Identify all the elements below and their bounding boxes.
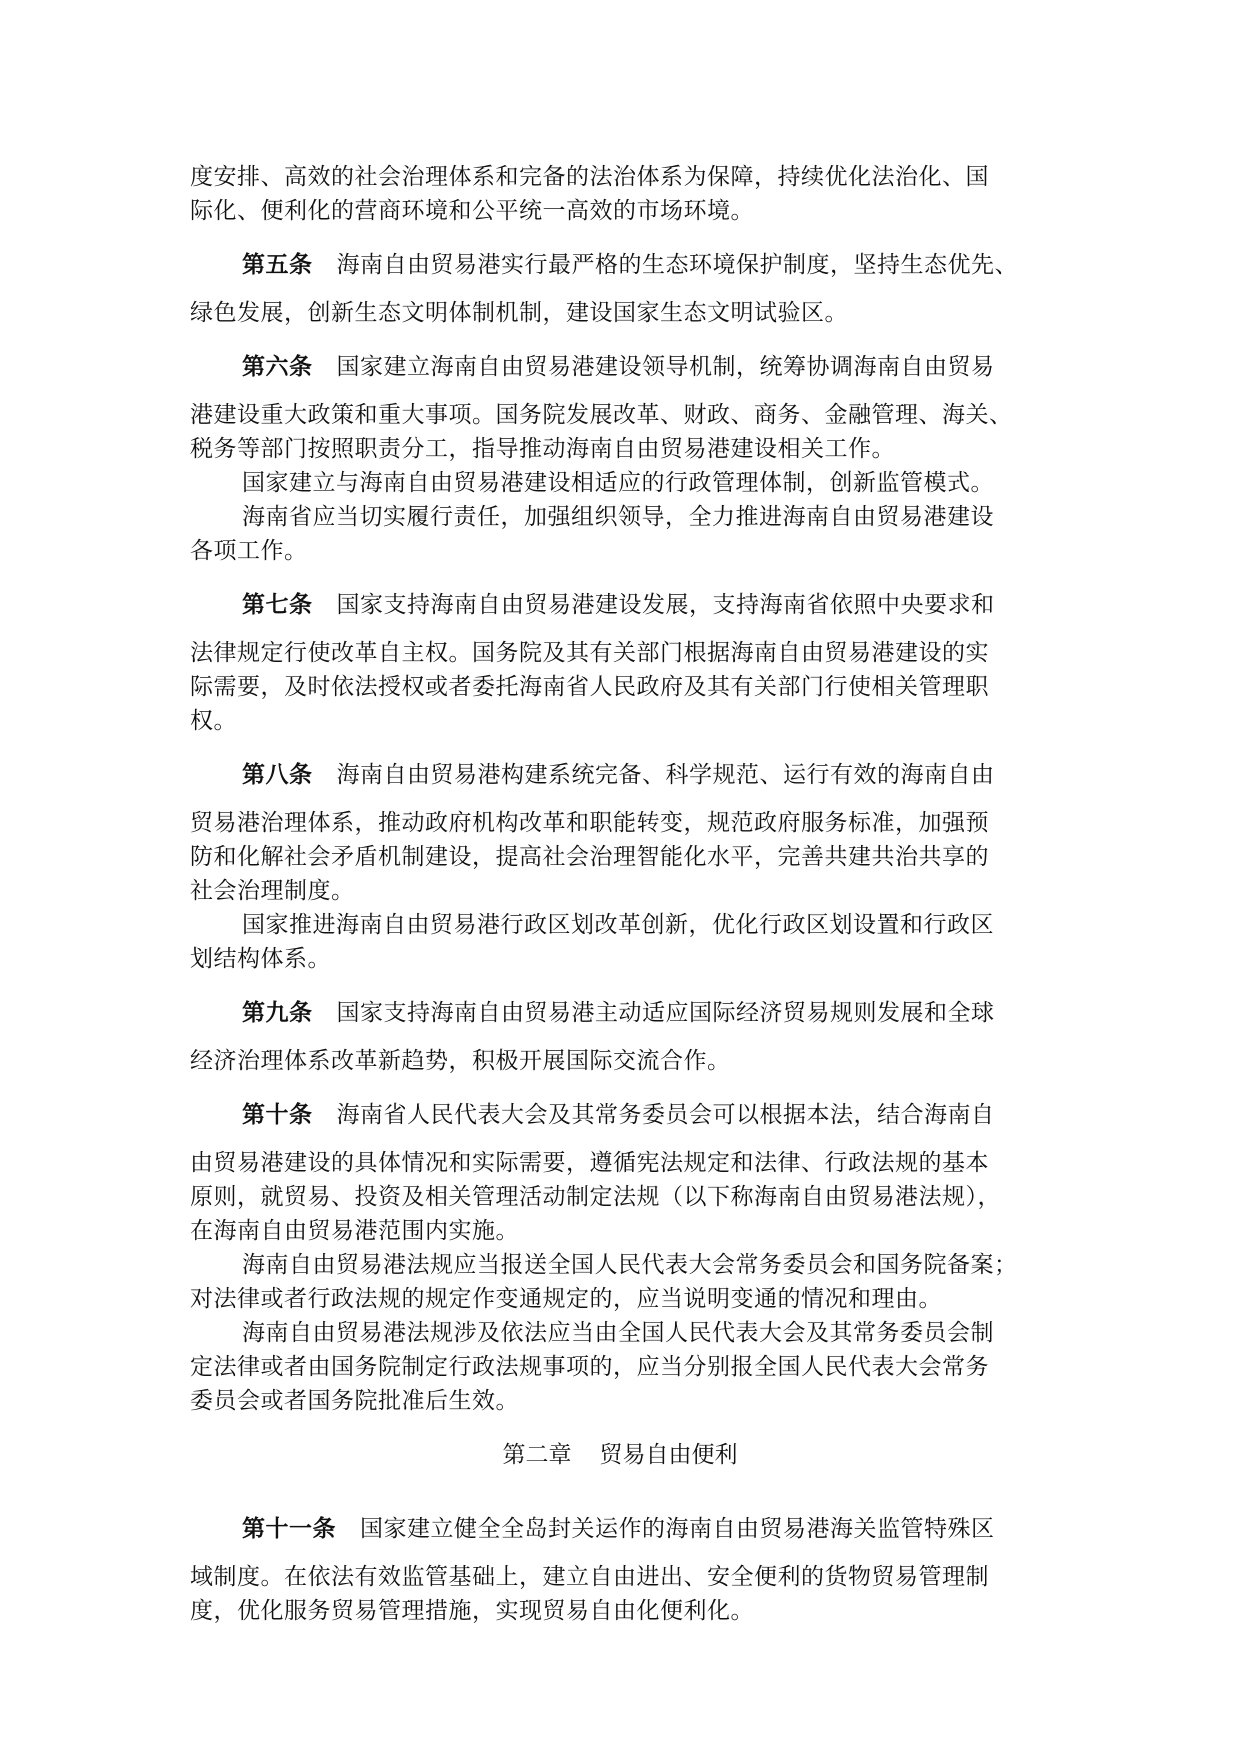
line-text: 度安排、高效的社会治理体系和完备的法治体系为保障，持续优化法治化、国 bbox=[190, 164, 989, 190]
article-paragraph bbox=[190, 350, 1050, 466]
text-line bbox=[190, 1214, 1050, 1248]
line-text: 海南自由贸易港法规应当报送全国人民代表大会常务委员会和国务院备案； bbox=[242, 1252, 1018, 1278]
line-text: 绿色发展，创新生态文明体制机制，建设国家生态文明试验区。 bbox=[190, 300, 848, 326]
line-text: 经济治理体系改革新趋势，积极开展国际交流合作。 bbox=[190, 1048, 731, 1074]
line-text: 海南省人民代表大会及其常务委员会可以根据本法，结合海南自 bbox=[336, 1102, 995, 1128]
line-text: 际化、便利化的营商环境和公平统一高效的市场环境。 bbox=[190, 198, 754, 224]
chapter-title: 贸易自由便利 bbox=[599, 1442, 738, 1468]
text-paragraph bbox=[190, 1316, 1050, 1418]
text-line bbox=[190, 636, 1050, 670]
article-paragraph bbox=[190, 758, 1050, 908]
text-line bbox=[190, 1594, 1050, 1628]
chapter-heading bbox=[190, 1438, 1050, 1472]
text-line bbox=[190, 398, 1050, 432]
text-paragraph bbox=[190, 466, 1050, 500]
article-paragraph bbox=[190, 248, 1050, 330]
line-text: 域制度。在依法有效监管基础上，建立自由进出、安全便利的货物贸易管理制 bbox=[190, 1564, 989, 1590]
text-line bbox=[190, 1316, 1050, 1350]
line-text: 社会治理制度。 bbox=[190, 878, 355, 904]
article-paragraph bbox=[190, 996, 1050, 1078]
line-text: 度，优化服务贸易管理措施，实现贸易自由化便利化。 bbox=[190, 1598, 754, 1624]
article-paragraph bbox=[190, 1512, 1050, 1628]
document-page bbox=[190, 160, 1050, 1628]
line-text: 由贸易港建设的具体情况和实际需要，遵循宪法规定和法律、行政法规的基本 bbox=[190, 1150, 989, 1176]
text-line bbox=[190, 704, 1050, 738]
article-number: 第八条 bbox=[242, 762, 313, 788]
text-line bbox=[190, 160, 1050, 194]
article-number: 第九条 bbox=[242, 1000, 313, 1026]
text-line bbox=[190, 840, 1050, 874]
line-text: 权。 bbox=[190, 708, 237, 734]
text-line bbox=[190, 1560, 1050, 1594]
article-paragraph bbox=[190, 1098, 1050, 1248]
line-text: 各项工作。 bbox=[190, 538, 308, 564]
text-line bbox=[190, 942, 1050, 976]
text-paragraph bbox=[190, 500, 1050, 568]
line-text: 委员会或者国务院批准后生效。 bbox=[190, 1388, 519, 1414]
text-line bbox=[190, 908, 1050, 942]
line-text: 贸易港治理体系，推动政府机构改革和职能转变，规范政府服务标准，加强预 bbox=[190, 810, 989, 836]
line-text: 海南自由贸易港实行最严格的生态环境保护制度，坚持生态优先、 bbox=[336, 252, 1018, 278]
line-text: 对法律或者行政法规的规定作变通规定的，应当说明变通的情况和理由。 bbox=[190, 1286, 942, 1312]
line-text: 原则，就贸易、投资及相关管理活动制定法规（以下称海南自由贸易港法规）， bbox=[190, 1184, 1001, 1210]
text-line bbox=[190, 1180, 1050, 1214]
line-text: 在海南自由贸易港范围内实施。 bbox=[190, 1218, 519, 1244]
text-line bbox=[190, 500, 1050, 534]
line-text: 际需要，及时依法授权或者委托海南省人民政府及其有关部门行使相关管理职 bbox=[190, 674, 989, 700]
line-text: 海南自由贸易港构建系统完备、科学规范、运行有效的海南自由 bbox=[336, 762, 995, 788]
text-line bbox=[190, 1350, 1050, 1384]
text-line bbox=[190, 194, 1050, 228]
text-line bbox=[190, 1384, 1050, 1418]
article-number: 第六条 bbox=[242, 354, 313, 380]
line-text: 国家建立海南自由贸易港建设领导机制，统筹协调海南自由贸易 bbox=[336, 354, 995, 380]
text-line bbox=[190, 1248, 1050, 1282]
text-line bbox=[190, 350, 1050, 384]
text-line bbox=[190, 874, 1050, 908]
line-text: 国家支持海南自由贸易港主动适应国际经济贸易规则发展和全球 bbox=[336, 1000, 995, 1026]
text-line bbox=[190, 588, 1050, 622]
line-text: 法律规定行使改革自主权。国务院及其有关部门根据海南自由贸易港建设的实 bbox=[190, 640, 989, 666]
text-line bbox=[190, 534, 1050, 568]
text-paragraph bbox=[190, 1248, 1050, 1316]
article-paragraph bbox=[190, 588, 1050, 738]
text-line bbox=[190, 1512, 1050, 1546]
text-line bbox=[190, 1146, 1050, 1180]
article-number: 第五条 bbox=[242, 252, 313, 278]
text-line bbox=[190, 758, 1050, 792]
text-line bbox=[190, 432, 1050, 466]
line-text: 海南省应当切实履行责任，加强组织领导，全力推进海南自由贸易港建设 bbox=[242, 504, 994, 530]
text-paragraph bbox=[190, 908, 1050, 976]
line-text: 海南自由贸易港法规涉及依法应当由全国人民代表大会及其常务委员会制 bbox=[242, 1320, 994, 1346]
text-line bbox=[190, 1282, 1050, 1316]
line-text: 国家建立健全全岛封关运作的海南自由贸易港海关监管特殊区 bbox=[360, 1516, 995, 1542]
text-line bbox=[190, 806, 1050, 840]
chapter-number: 第二章 bbox=[502, 1442, 572, 1468]
article-number: 第十条 bbox=[242, 1102, 313, 1128]
line-text: 防和化解社会矛盾机制建设，提高社会治理智能化水平，完善共建共治共享的 bbox=[190, 844, 989, 870]
line-text: 定法律或者由国务院制定行政法规事项的，应当分别报全国人民代表大会常务 bbox=[190, 1354, 989, 1380]
text-line bbox=[190, 296, 1050, 330]
text-line bbox=[190, 670, 1050, 704]
text-paragraph bbox=[190, 160, 1050, 228]
line-text: 国家推进海南自由贸易港行政区划改革创新，优化行政区划设置和行政区 bbox=[242, 912, 994, 938]
line-text: 划结构体系。 bbox=[190, 946, 331, 972]
text-line bbox=[190, 1044, 1050, 1078]
article-number: 第七条 bbox=[242, 592, 313, 618]
line-text: 港建设重大政策和重大事项。国务院发展改革、财政、商务、金融管理、海关、 bbox=[190, 402, 1013, 428]
text-line bbox=[190, 248, 1050, 282]
article-number: 第十一条 bbox=[242, 1516, 336, 1542]
text-line bbox=[190, 1098, 1050, 1132]
text-line bbox=[190, 996, 1050, 1030]
line-text: 国家支持海南自由贸易港建设发展，支持海南省依照中央要求和 bbox=[336, 592, 995, 618]
text-line bbox=[190, 466, 1050, 500]
line-text: 税务等部门按照职责分工，指导推动海南自由贸易港建设相关工作。 bbox=[190, 436, 895, 462]
line-text: 国家建立与海南自由贸易港建设相适应的行政管理体制，创新监管模式。 bbox=[242, 470, 994, 496]
